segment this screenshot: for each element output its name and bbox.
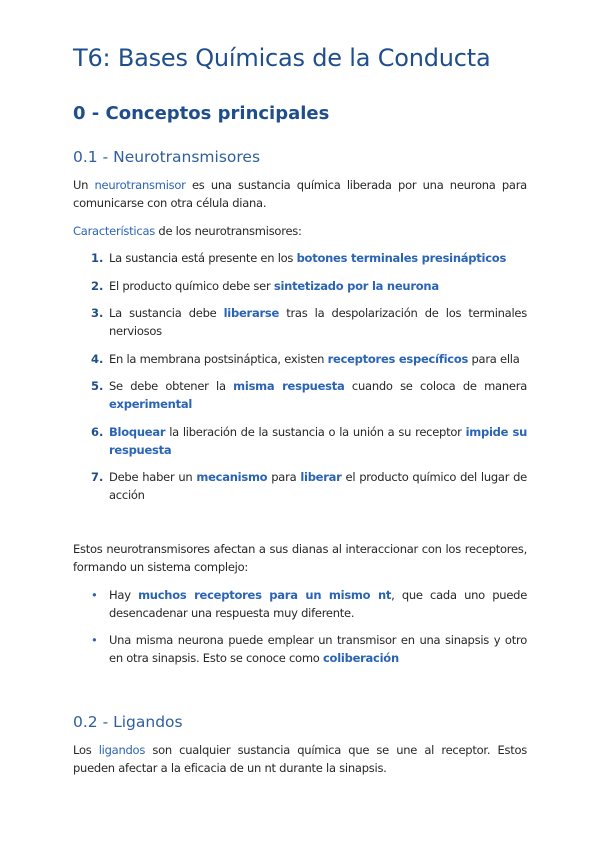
document-title: T6: Bases Químicas de la Conducta bbox=[73, 44, 491, 72]
bullet-mark: • bbox=[91, 633, 98, 647]
list-item bbox=[91, 277, 527, 295]
intro-text-a: Un bbox=[73, 178, 95, 192]
item-highlight: botones terminales presinápticos bbox=[296, 251, 507, 265]
section-heading-conceptos: 0 - Conceptos principales bbox=[73, 103, 330, 124]
subsection-heading-neurotransmisores: 0.1 - Neurotransmisores bbox=[73, 148, 261, 166]
list-number: 4. bbox=[91, 352, 104, 366]
list-number: 5. bbox=[91, 379, 104, 393]
bullet-highlight: coliberación bbox=[322, 651, 399, 665]
list-number: 6. bbox=[91, 425, 104, 439]
bullet-highlight: muchos receptores para un mismo nt bbox=[138, 588, 392, 602]
list-item bbox=[91, 350, 527, 368]
list-item bbox=[91, 423, 527, 459]
item-text: la liberación de la sustancia o la unión a su receptor bbox=[165, 425, 466, 439]
subsection-heading-ligandos: 0.2 - Ligandos bbox=[73, 713, 183, 731]
item-highlight: receptores específicos bbox=[327, 352, 469, 366]
intro-paragraph bbox=[73, 176, 527, 212]
effects-paragraph bbox=[73, 540, 527, 576]
list-number: 3. bbox=[91, 306, 104, 320]
list-number: 7. bbox=[91, 470, 104, 484]
intro-text-b: es una sustancia química liberada por una neurona para comunicarse con otra célula diana. bbox=[73, 178, 527, 210]
item-text: para bbox=[267, 470, 301, 484]
term-ligandos: ligandos bbox=[98, 743, 146, 757]
bullet-mark: • bbox=[91, 588, 98, 602]
item-highlight: mecanismo bbox=[196, 470, 268, 484]
term-neurotransmisor: neurotransmisor bbox=[94, 178, 186, 192]
bullet-text: Una misma neurona puede emplear un transmisor en una sinapsis y otro en otra sinapsis. Esto se conoce como bbox=[109, 633, 527, 665]
bullet-item bbox=[91, 631, 527, 667]
item-text: Se debe obtener la bbox=[109, 379, 234, 393]
item-highlight: liberarse bbox=[223, 306, 280, 320]
list-item bbox=[91, 304, 527, 340]
item-text: La sustancia está presente en los bbox=[109, 251, 297, 265]
list-number: 1. bbox=[91, 251, 104, 265]
item-highlight: experimental bbox=[109, 397, 193, 411]
item-text: El producto químico debe ser bbox=[109, 279, 274, 293]
bullet-text: , que cada uno puede desencadenar una respuesta muy diferente. bbox=[109, 588, 528, 620]
ligandos-text-b: son cualquier sustancia química que se une al receptor. Estos pueden afectar a la eficacia de un nt durante la sinapsis. bbox=[73, 743, 528, 775]
item-text: tras la despolarización de los terminales nerviosos bbox=[109, 306, 527, 338]
item-text: el producto químico del lugar de acción bbox=[109, 470, 527, 502]
bullet-text: Hay bbox=[109, 588, 139, 602]
term-caracteristicas: Características bbox=[73, 224, 155, 238]
item-highlight: impide su respuesta bbox=[109, 425, 528, 457]
effects-text: Estos neurotransmisores afectan a sus dianas al interaccionar con los receptores, formando un sistema complejo: bbox=[73, 542, 527, 574]
list-item bbox=[91, 377, 527, 413]
item-text: para ella bbox=[468, 352, 520, 366]
list-number: 2. bbox=[91, 279, 104, 293]
item-highlight: Bloquear bbox=[109, 425, 166, 439]
characteristics-rest: de los neurotransmisores: bbox=[155, 224, 302, 238]
item-text: Debe haber un bbox=[109, 470, 197, 484]
item-highlight: sintetizado por la neurona bbox=[273, 279, 439, 293]
item-highlight: misma respuesta bbox=[233, 379, 345, 393]
ligandos-paragraph bbox=[73, 741, 527, 777]
item-text: La sustancia debe bbox=[109, 306, 224, 320]
ligandos-text-a: Los bbox=[73, 743, 99, 757]
item-text: cuando se coloca de manera bbox=[344, 379, 527, 393]
item-highlight: liberar bbox=[300, 470, 342, 484]
characteristics-intro bbox=[73, 222, 527, 240]
list-item bbox=[91, 249, 527, 267]
list-item bbox=[91, 468, 527, 504]
bullet-item bbox=[91, 586, 527, 622]
item-text: En la membrana postsináptica, existen bbox=[109, 352, 328, 366]
